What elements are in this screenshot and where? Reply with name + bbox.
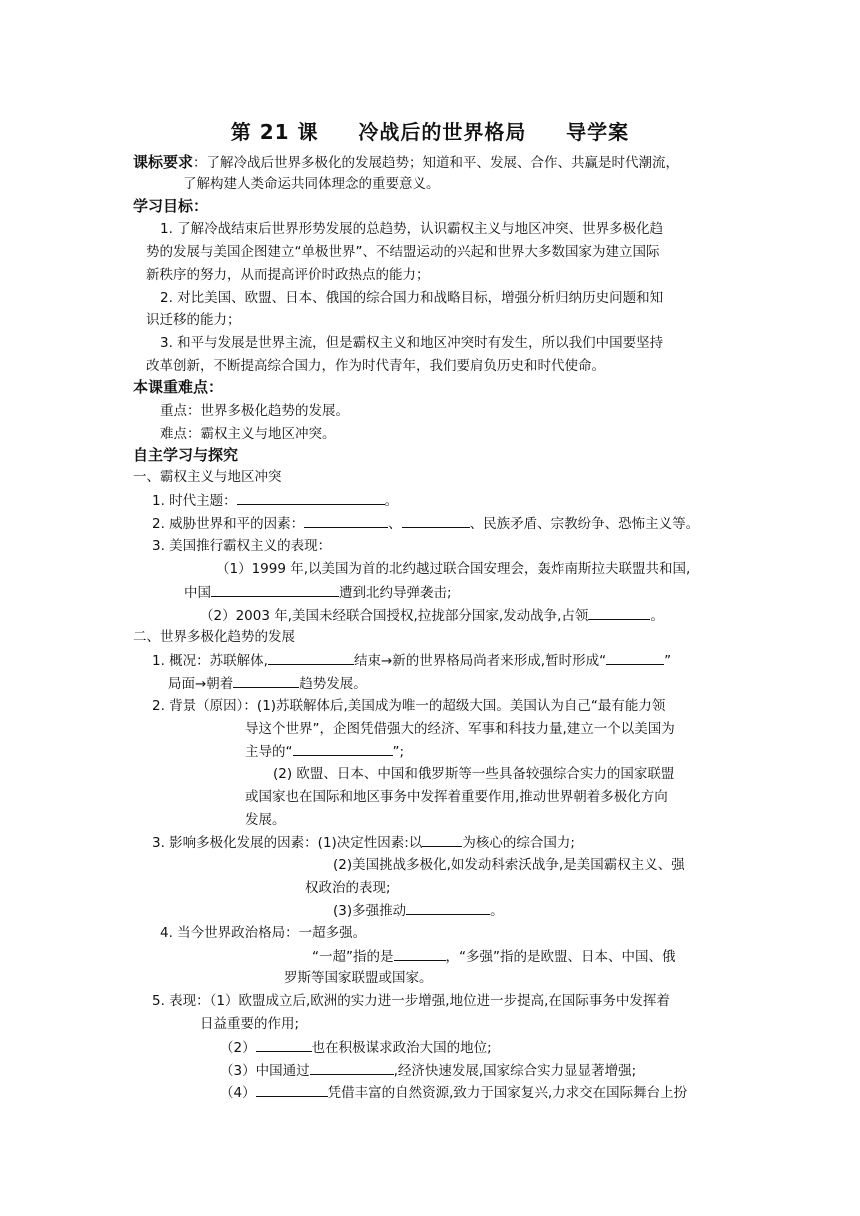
s1-item-3-c-end: 。 — [650, 608, 664, 624]
s2-p4b2: ，“多强”指的是欧盟、日本、中国、俄 — [445, 949, 676, 965]
goal-1-line-2: 势的发展与美国企图建立“单极世界”、不结盟运动的兴起和世界大多数国家为建立国际 — [146, 244, 660, 260]
s1-item-2 — [152, 513, 699, 534]
blank-threat-1 — [304, 513, 388, 528]
kebiao-line-1 — [133, 152, 679, 173]
s2-p1c: ” — [664, 653, 672, 669]
s2-item-2-line-6: 发展。 — [245, 812, 286, 828]
s2-p1d: 局面→朝着 — [168, 676, 234, 692]
s1-item-1 — [152, 490, 398, 511]
keypoint-zhong: 重点：世界多极化趋势的发展。 — [160, 403, 349, 419]
s2-item-5-line-3 — [220, 1037, 492, 1058]
s2-item-5-line-5 — [220, 1082, 687, 1103]
s2-item-5-line-4 — [220, 1060, 636, 1081]
s1-item-2-end: 、民族矛盾、宗教纷争、恐怖主义等。 — [469, 516, 700, 532]
section-2-title: 二、世界多极化趋势的发展 — [133, 629, 295, 645]
s2-item-2-line-4: (2) 欧盟、日本、中国和俄罗斯等一些具备较强综合实力的国家联盟 — [273, 766, 675, 782]
s2-p5e2: 凭借丰富的自然资源,致力于国家复兴,力求交在国际舞台上扮 — [327, 1085, 688, 1101]
s2-p5d1: （3）中国通过 — [220, 1063, 310, 1079]
goal-3-line-1: 3. 和平与发展是世界主流，但是霸权主义和地区冲突时有发生，所以我们中国要坚持 — [160, 335, 664, 351]
s1-item-3-b-end: 遭到北约导弹袭击; — [339, 585, 452, 601]
s2-item-2-line-3 — [245, 741, 404, 762]
kebiao-label: 课标要求 — [133, 153, 194, 171]
s2-p5e1: （4） — [220, 1085, 256, 1101]
s2-item-4-line-1: 4. 当今世界政治格局：一超多强。 — [160, 925, 367, 941]
s2-item-3-line-2: (2)美国挑战多极化,如发动科索沃战争,是美国霸权主义、强 — [333, 857, 685, 873]
s2-item-4-line-3: 罗斯等国家联盟或国家。 — [284, 970, 433, 986]
s1-item-2-sep: 、 — [388, 516, 402, 532]
s2-item-3-line-1 — [152, 832, 575, 853]
blank-occupied-country — [588, 605, 650, 620]
s1-item-3-c-text: （2）2003 年,美国未经联合国授权,拉拢部分国家,发动战争,占领 — [200, 608, 589, 624]
s2-p1a: 1. 概况：苏联解体, — [152, 653, 268, 669]
goal-1-line-3: 新秩序的努力，从而提高评价时政热点的能力； — [146, 267, 430, 283]
s1-item-3-c — [200, 605, 664, 626]
s1-item-3-a: （1）1999 年,以美国为首的北约越过联合国安理会，轰炸南斯拉夫联盟共和国, — [216, 561, 691, 577]
s2-item-2-line-5: 或国家也在国际和地区事务中发挥着重要作用,推动世界朝着多极化方向 — [245, 789, 668, 805]
s2-p2c1: 主导的“ — [245, 744, 293, 760]
blank-russia — [256, 1082, 328, 1097]
s1-item-1-text: 1. 时代主题： — [152, 493, 237, 509]
goal-2-line-2: 识迁移的能力； — [146, 312, 241, 328]
goals-heading: 学习目标： — [133, 197, 209, 215]
s2-item-1-line-1 — [152, 650, 671, 671]
s2-p2c2: ”; — [392, 744, 405, 760]
s2-item-5-line-2: 日益重要的作用; — [200, 1016, 300, 1032]
blank-pattern-end — [268, 650, 354, 665]
self-study-heading: 自主学习与探究 — [133, 446, 239, 464]
page-title: 第 21 课 冷战后的世界格局 导学案 — [230, 120, 630, 144]
blank-trend — [233, 673, 299, 688]
s2-p5c1: （2） — [220, 1040, 256, 1056]
blank-era-theme — [237, 490, 385, 505]
kebiao-text-2: 了解构建人类命运共同体理念的重要意义。 — [183, 176, 440, 192]
s1-item-1-end: 。 — [384, 493, 399, 509]
blank-threat-2 — [402, 513, 470, 528]
blank-core — [422, 832, 462, 847]
s2-item-1-line-2 — [168, 673, 367, 694]
s1-item-3-b-text: 中国 — [184, 585, 211, 601]
blank-superpower — [394, 946, 446, 961]
goal-2-line-1: 2. 对比美国、欧盟、日本、俄国的综合国力和战略目标，增强分析归纳历史问题和知 — [160, 290, 664, 306]
s2-p5d2: ,经济快速发展,国家综合实力显显著增强; — [393, 1063, 637, 1079]
blank-unipolar — [293, 741, 393, 756]
s2-p3a2: 为核心的综合国力; — [462, 835, 575, 851]
keypoint-nan: 难点：霸权主义与地区冲突。 — [160, 426, 336, 442]
goal-3-line-2: 改革创新，不断提高综合国力，作为时代青年，我们要肩负历史和时代使命。 — [146, 358, 605, 374]
s2-item-3-line-4 — [333, 900, 504, 921]
kebiao-text-1: ：了解冷战后世界多极化的发展趋势；知道和平、发展、合作、共赢是时代潮流， — [193, 155, 680, 171]
blank-multi-powers — [406, 900, 490, 915]
s1-item-3: 3. 美国推行霸权主义的表现： — [152, 538, 332, 554]
goal-1-line-1: 1. 了解冷战结束后世界形势发展的总趋势，认识霸权主义与地区冲突、世界多极化趋 — [160, 221, 664, 237]
blank-political-power — [256, 1037, 312, 1052]
s2-item-5-line-1: 5. 表现：（1）欧盟成立后,欧洲的实力进一步增强,地位进一步提高,在国际事务中发挥着 — [152, 993, 670, 1009]
keypoints-heading: 本课重难点： — [133, 378, 224, 396]
s2-item-3-line-3: 权政治的表现; — [305, 880, 391, 896]
s1-item-3-b — [184, 582, 452, 603]
section-1-title: 一、霸权主义与地区冲突 — [133, 469, 282, 485]
s2-p3d1: (3)多强推动 — [333, 903, 407, 919]
s2-p1e: 趋势发展。 — [299, 676, 367, 692]
blank-temporary-pattern — [606, 650, 664, 665]
s2-p4b1: “一超”指的是 — [312, 949, 394, 965]
s2-p3a1: 3. 影响多极化发展的因素：(1)决定性因素:以 — [152, 835, 423, 851]
blank-embassy — [211, 582, 339, 597]
s2-item-4-line-2 — [312, 946, 676, 967]
blank-reform — [310, 1060, 394, 1075]
s2-p5c2: 也在积极谋求政治大国的地位; — [311, 1040, 492, 1056]
s2-item-2-line-2: 导这个世界”，企图凭借强大的经济、军事和科技力量,建立一个以美国为 — [245, 721, 675, 737]
s2-item-2-line-1: 2. 背景（原因）：(1)苏联解体后,美国成为唯一的超级大国。美国认为自己“最有能力领 — [152, 698, 666, 714]
s2-p3d2: 。 — [490, 903, 504, 919]
s1-item-2-text: 2. 威胁世界和平的因素： — [152, 516, 305, 532]
s2-p1b: 结束→新的世界格局尚者来形成,暂时形成“ — [353, 653, 607, 669]
